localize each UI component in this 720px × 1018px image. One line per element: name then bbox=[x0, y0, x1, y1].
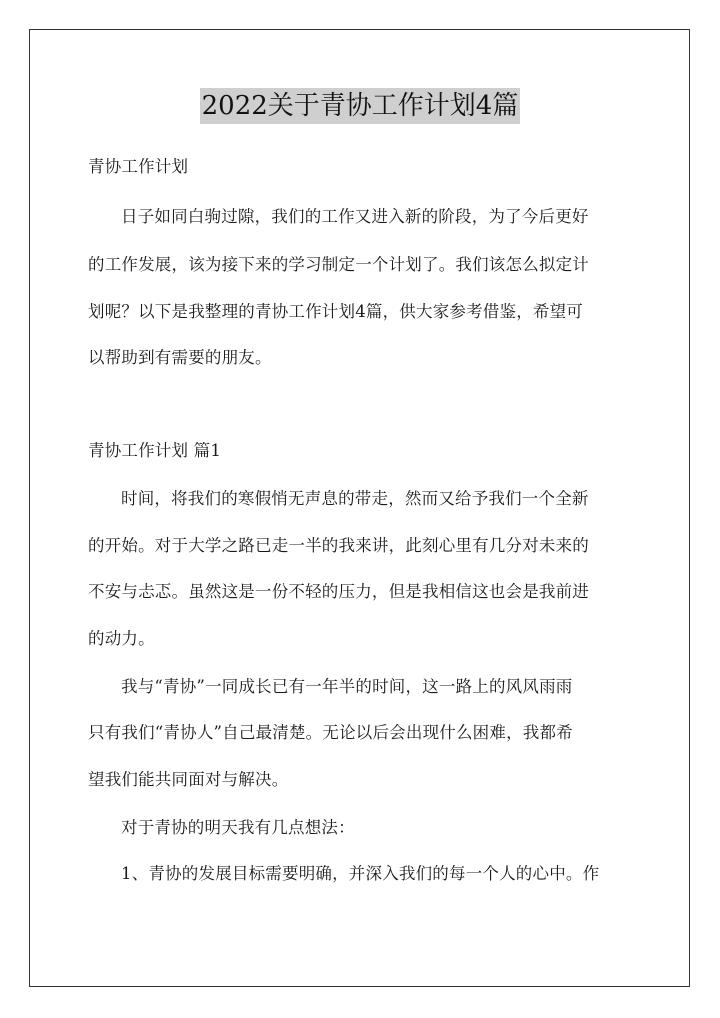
paragraph-line: 的动力。 bbox=[88, 629, 155, 648]
document-title: 2022关于青协工作计划4篇 bbox=[200, 88, 521, 124]
paragraph-line: 的开始。对于大学之路已走一半的我来讲，此刻心里有几分对未来的 bbox=[88, 536, 589, 555]
paragraph-line: 我与“青协”一同成长已有一年半的时间，这一路上的风风雨雨 bbox=[121, 677, 573, 696]
paragraph-line: 时间，将我们的寒假悄无声息的带走，然而又给予我们一个全新 bbox=[121, 489, 589, 508]
section1-heading: 青协工作计划 篇1 bbox=[88, 441, 222, 460]
list-item-line: 1、青协的发展目标需要明确，并深入我们的每一个人的心中。作 bbox=[121, 864, 600, 883]
paragraph-line: 望我们能共同面对与解决。 bbox=[88, 770, 289, 789]
paragraph-line: 不安与忐忑。虽然这是一份不轻的压力，但是我相信这也会是我前进 bbox=[88, 582, 589, 601]
intro-line: 日子如同白驹过隙，我们的工作又进入新的阶段，为了今后更好 bbox=[121, 207, 589, 226]
paragraph-line: 对于青协的明天我有几点想法： bbox=[121, 818, 355, 837]
intro-heading: 青协工作计划 bbox=[88, 157, 189, 176]
intro-line: 划呢？以下是我整理的青协工作计划4篇，供大家参考借鉴，希望可 bbox=[88, 302, 583, 321]
intro-line: 的工作发展，该为接下来的学习制定一个计划了。我们该怎么拟定计 bbox=[88, 255, 589, 274]
paragraph-line: 只有我们“青协人”自己最清楚。无论以后会出现什么困难，我都希 bbox=[88, 723, 573, 742]
title-container bbox=[0, 88, 720, 124]
intro-line: 以帮助到有需要的朋友。 bbox=[88, 348, 272, 367]
